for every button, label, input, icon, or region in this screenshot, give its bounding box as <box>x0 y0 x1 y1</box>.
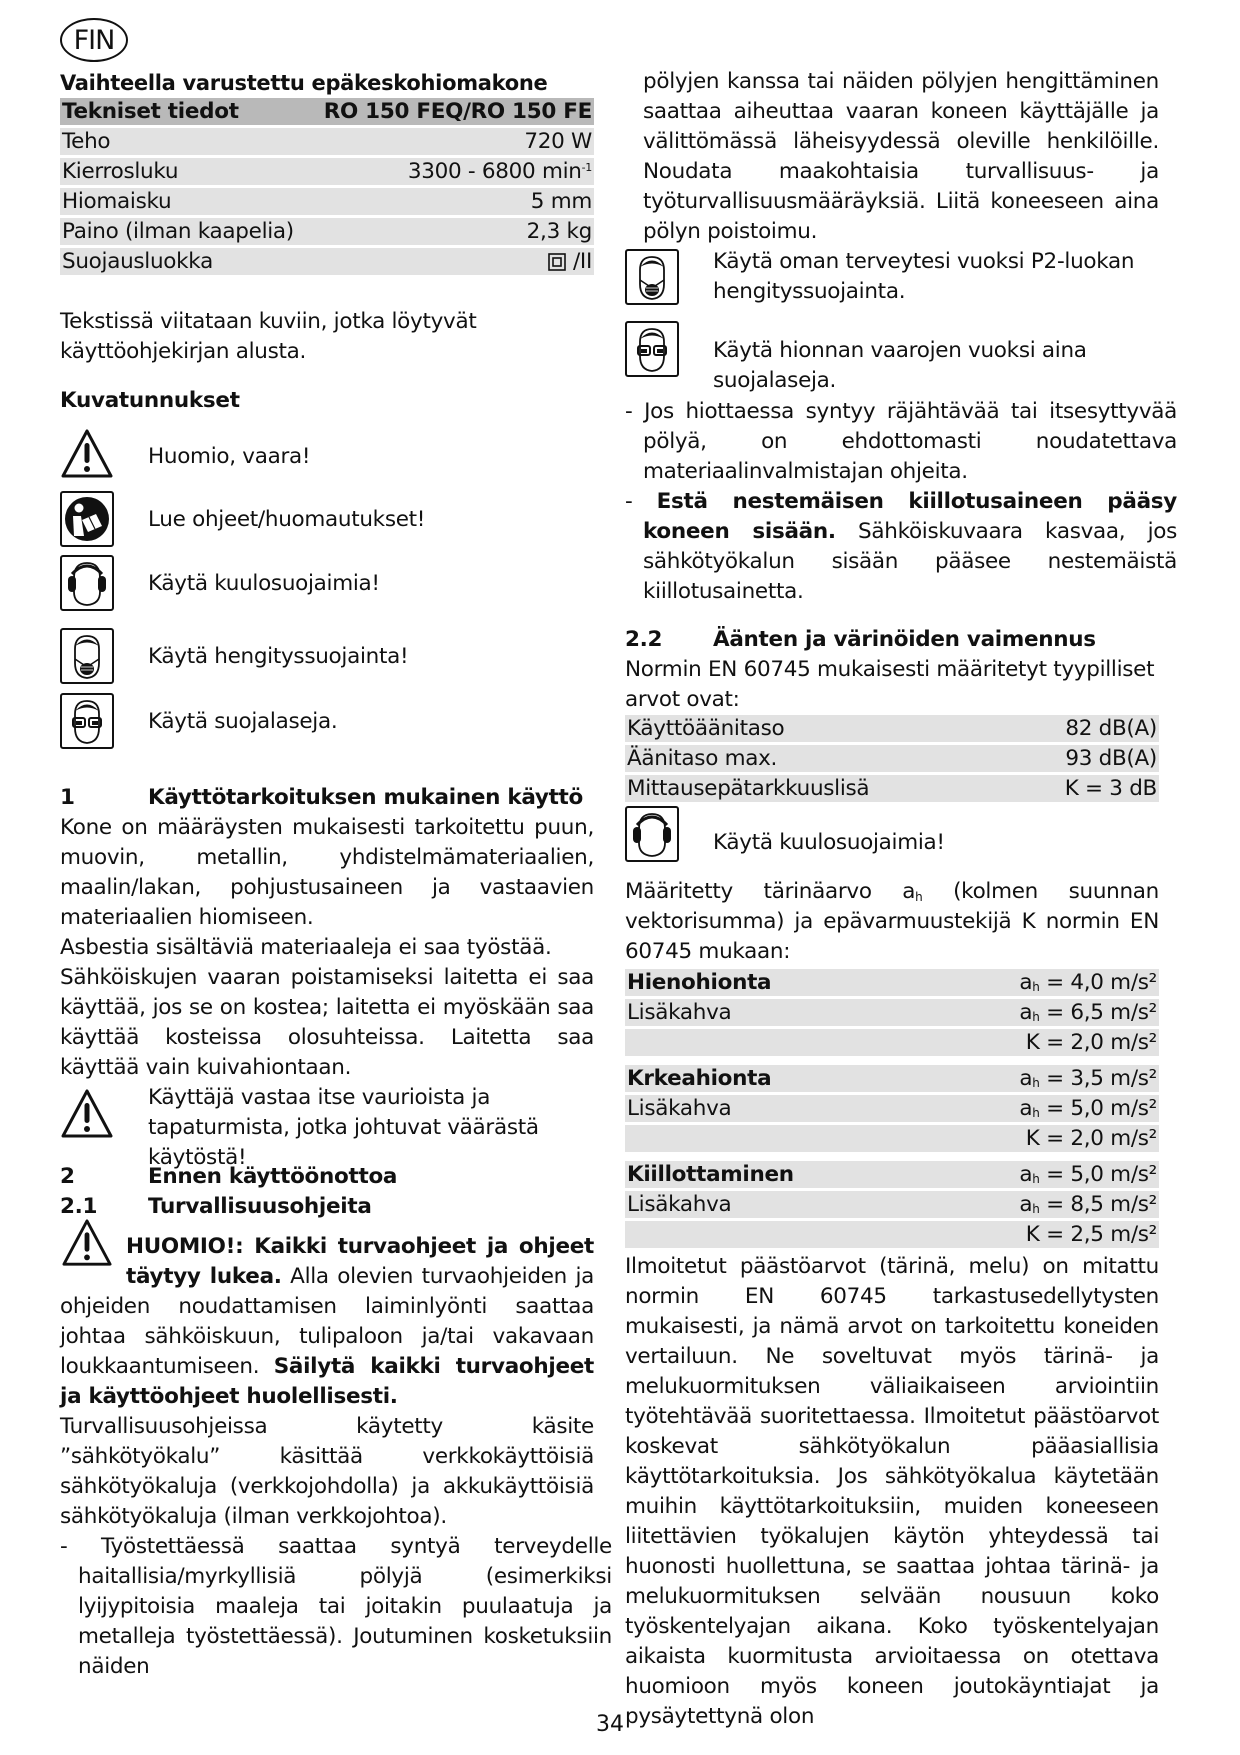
section-2-1-heading: 2.1 Turvallisuusohjeita <box>60 1194 372 1219</box>
dust-hazard-continued: pölyjen kanssa tai näiden pölyjen hengittäminen saattaa aiheuttaa vaaran koneen käyttäjälle ja välittömässä läheisyydessä oleville henkilöille. Noudata maakohtaisia turvallisuus- ja työturvallisuusmääräyksiä. Liitä koneeseen aina pölyn poistoimu. <box>643 69 1159 244</box>
vibration-row: Lisäkahva $a_h = 6,5$ m/s² <box>627 1000 1157 1025</box>
double-insulation-icon <box>548 253 566 271</box>
noise-table-wrap <box>625 712 1159 805</box>
safety-glasses-icon <box>60 693 114 749</box>
vibration-table-hienohionta <box>625 966 1159 1059</box>
ear-protection-icon <box>60 555 114 611</box>
spec-row: Kierrosluku 3300 - 6800 $\min^{-1}$ <box>62 159 592 184</box>
misuse-warning: Käyttäjä vastaa itse vaurioista ja tapaturmista, jotka johtuvat väärästä käytöstä! <box>60 1083 594 1173</box>
emission-closing-text: Ilmoitetut päästöarvot (tärinä, melu) on mitattu normin EN 60745 tarkastusedellytysten mukaisesti, ja nämä arvot on tarkoitettu koneiden vertailuun. Ne soveltuvat myös tärinä- ja melukuormituksen väliaikaiseen arviointiin työtehtävää suoritettaessa. Ilmoitetut päästöarvot koskevat sähkötyökalun pääasiallisia käyttötarkoituksia. Jos sähkötyökalua käytetään muihin käyttötarkoituksiin, muiden koneeseen liitettävien työkalujen käytön yhteydessä tai huonosti huollettuna, se saattaa johtaa tärinä- ja melukuormituksen selvään nousuun koko työskentelyajan aikana. Koko työskentelyajan aikaista kuormitusta arvioitaessa on otettava huomioon myös koneen joutokäyntiajat ja pysäytettynä olon <box>625 1254 1159 1729</box>
respirator-icon <box>625 249 679 305</box>
vibration-row: Lisäkahva $a_h = 5,0$ m/s² <box>627 1096 1157 1121</box>
symbol-item: Huomio, vaara! <box>60 428 114 480</box>
page-number: 34 <box>596 1712 624 1737</box>
ear-protection-icon <box>625 806 679 862</box>
section-1-electric: Sähköiskujen vaaran poistamiseksi laitetta ei saa käyttää, jos se on kostea; laitetta ei myöskään saa käyttää kosteissa olosuhteissa. Laitetta saa käyttää vain kuivahiontaan. <box>60 965 594 1080</box>
noise-row: Käyttöäänitaso 82 dB(A) <box>627 716 1157 741</box>
warning-triangle-icon <box>60 1218 114 1268</box>
section-2-heading: 2 Ennen käyttöönottoa <box>60 1164 398 1189</box>
respirator-icon <box>60 628 114 684</box>
symbol-item: Käytä suojalaseja. <box>60 693 114 749</box>
spec-table-wrap <box>60 95 594 278</box>
glasses-note: Käytä hionnan vaarojen vuoksi aina suojalaseja. <box>625 322 1159 396</box>
warning-triangle-icon <box>60 428 114 480</box>
noise-row: Äänitaso max. 93 dB(A) <box>627 746 1157 771</box>
spec-table <box>60 95 594 278</box>
section-1-paragraph: Kone on määräysten mukaisesti tarkoitettu puun, muovin, metallin, yhdistelmämateriaalien, maalin/lakan, pohjustusaineen ja vastaavien materiaalien hiomiseen. <box>60 815 594 930</box>
vibration-row: K = 2,0 m/s² <box>625 1029 1159 1056</box>
section-1-asbestos: Asbestia sisältäviä materiaaleja ei saa työstää. <box>60 935 552 960</box>
polish-liquid-item: - Estä nestemäisen kiillotusaineen pääsy koneen sisään. Sähköiskuvaara kasvaa, jos sähkötyökalun sisään pääsee nestemäistä kiillotusainetta. <box>625 489 1178 604</box>
read-manual-icon <box>60 491 114 547</box>
respirator-note: Käytä oman terveytesi vuoksi P2-luokan hengityssuojainta. <box>625 247 1159 307</box>
vibration-row: Hienohionta $a_h = 4,0$ m/s² <box>627 970 1157 995</box>
vibration-row: K = 2,0 m/s² <box>625 1125 1159 1152</box>
symbol-item: Lue ohjeet/huomautukset! <box>60 491 114 547</box>
vibration-table-wrap <box>625 966 1159 1251</box>
symbol-item: Käytä kuulosuojaimia! <box>60 555 114 611</box>
section-2-2-heading: 2.2 Äänten ja värinöiden vaimennus <box>625 627 1096 652</box>
vibration-row: Krkeahionta $a_h = 3,5$ m/s² <box>627 1066 1157 1091</box>
safety-warning-block: HUOMIO!: Kaikki turvaohjeet ja ohjeet täytyy lukea. Alla olevien turvaohjeiden ja ohjeiden noudattamisen laiminlyönti saattaa johtaa sähköiskuun, tulipaloon ja/tai vakavaan loukkaantumiseen. Säilytä kaikki turvaohjeet ja käyttöohjeet huolellisesti. <box>60 1232 594 1412</box>
ear-note: Käytä kuulosuojaimia! <box>625 806 1159 858</box>
explosive-dust-item: - Jos hiottaessa syntyy räjähtävää tai itsesyttyvää pölyä, on ehdottomasti noudatettava materiaalinvalmistajan ohjeita. <box>625 399 1178 484</box>
noise-intro: Normin EN 60745 mukaisesti määritetyt tyypilliset arvot ovat: <box>625 657 1155 712</box>
safety-glasses-icon <box>625 321 679 377</box>
spec-row: Paino (ilman kaapelia) 2,3 kg <box>62 219 592 244</box>
spec-row: Hiomaisku 5 mm <box>62 189 592 214</box>
noise-row: Mittausepätarkkuuslisä K = 3 dB <box>627 776 1157 801</box>
product-title: Vaihteella varustettu epäkeskohiomakone <box>60 71 548 95</box>
vibration-row: K = 2,5 m/s² <box>625 1221 1159 1248</box>
dust-hazard-item: - Työstettäessä saattaa syntyä terveydelle haitallisia/myrkyllisiä pölyjä (esimerkiksi lyijypitoisia maaleja tai joitakin puulaatuja ja metalleja työstettäessä). Joutuminen kosketuksiin näiden <box>60 1534 612 1679</box>
spec-row: Teho 720 W <box>62 129 592 154</box>
section-1-heading: 1 Käyttötarkoituksen mukainen käyttö <box>60 785 584 810</box>
warning-triangle-icon <box>60 1088 114 1140</box>
spec-row: Suojausluokka /II <box>62 249 592 274</box>
noise-table <box>625 712 1159 805</box>
symbol-item: Käytä hengityssuojainta! <box>60 628 114 684</box>
power-tool-definition: Turvallisuusohjeissa käytetty käsite ”sähkötyökalu” käsittää verkkokäyttöisiä sähkötyökaluja (verkkojohdolla) ja akkukäyttöisiä sähkötyökaluja (ilman verkkojohtoa). <box>60 1414 594 1529</box>
spec-table-header: Tekniset tiedot RO 150 FEQ/RO 150 FE <box>62 99 592 124</box>
vibration-row: Kiillottaminen $a_h = 5,0$ m/s² <box>627 1162 1157 1187</box>
symbols-heading: Kuvatunnukset <box>60 388 240 413</box>
language-badge: FIN <box>60 18 128 62</box>
vibration-table-kiillottaminen <box>625 1158 1159 1251</box>
vibration-intro: Määritetty tärinäarvo $a_h$ (kolmen suunnan vektorisumma) ja epävarmuustekijä K normin EN 60745 mukaan: <box>625 879 1160 964</box>
vibration-row: Lisäkahva $a_h = 8,5$ m/s² <box>627 1192 1157 1217</box>
intro-text: Tekstissä viitataan kuviin, jotka löytyvät käyttöohjekirjan alusta. <box>60 309 477 364</box>
vibration-table-karkeahionta <box>625 1062 1159 1155</box>
